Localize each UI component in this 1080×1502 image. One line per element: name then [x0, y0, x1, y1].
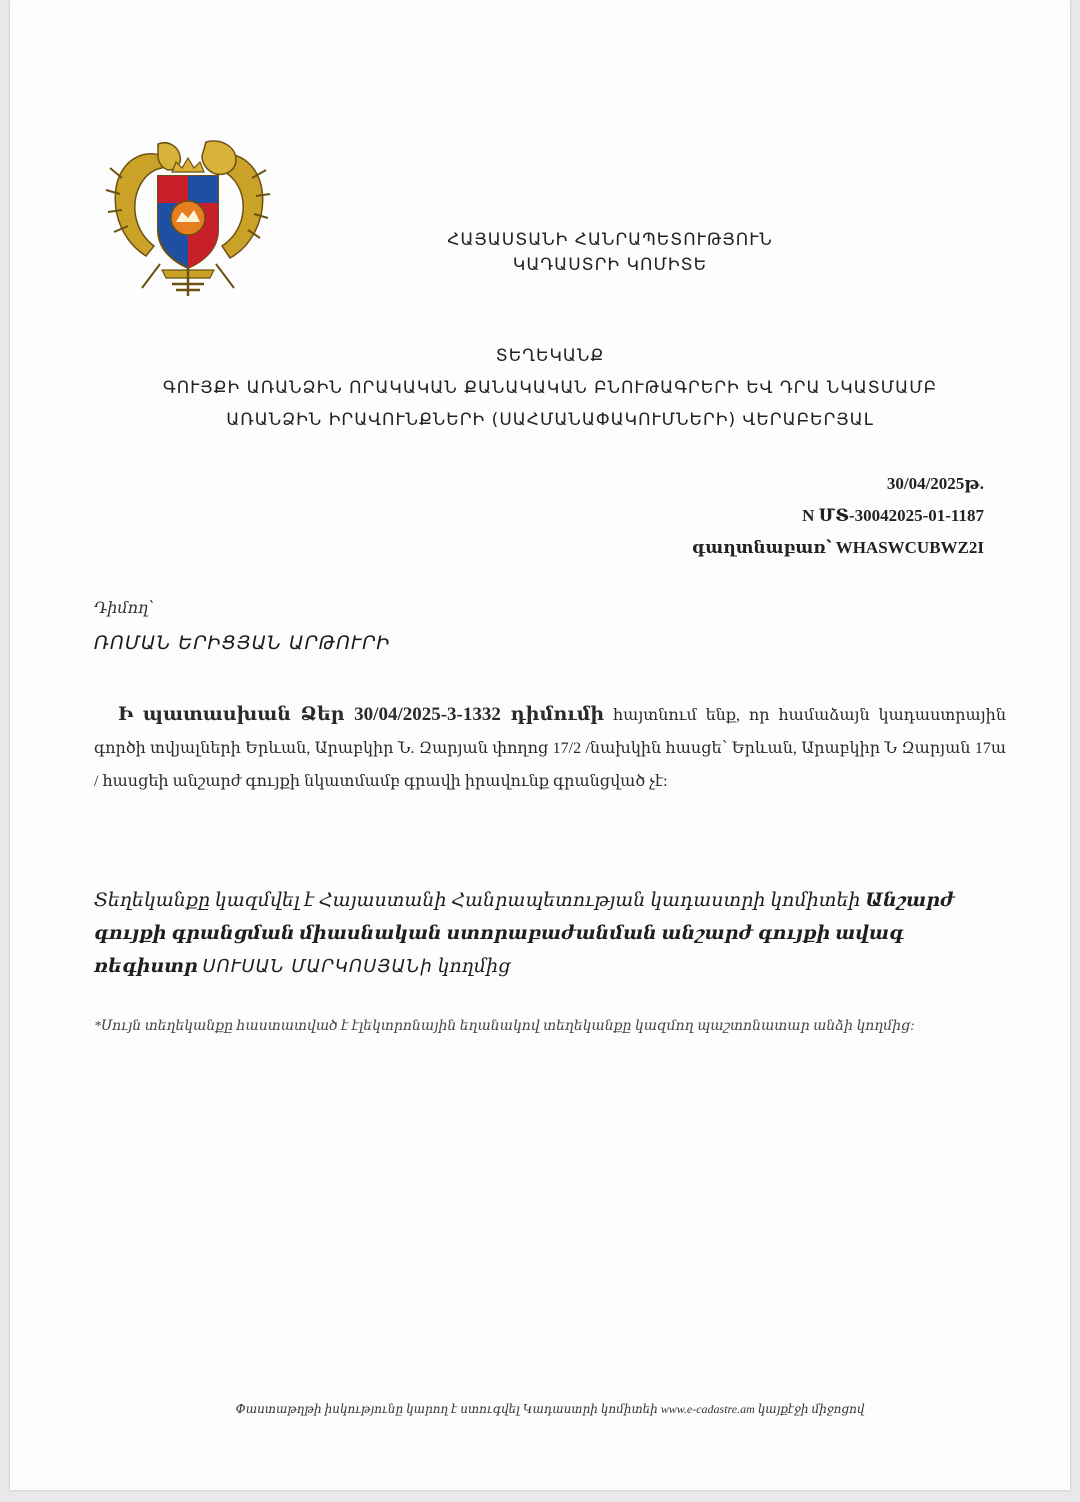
- verification-footer: Փաստաթղթի իսկությունը կարող է ստուգվել Կադաստրի կոմիտեի www.e-cadastre.am կայքէջի միջոցով: [235, 1402, 865, 1416]
- coat-of-arms-icon: [102, 138, 274, 300]
- document-number: N ՄՏ-30042025-01-1187: [802, 506, 984, 525]
- document-title: [90, 340, 1010, 436]
- organization-line2: ԿԱԴԱՍՏՐԻ ԿՈՄԻՏԵ: [512, 255, 708, 275]
- compiled-bold: Անշարժ գույքի գրանցման միասնական ստորաբաժանման անշարժ գույքի ավագ ռեգիստր: [94, 890, 955, 977]
- body-paragraph: [94, 698, 1006, 798]
- body-bold-intro: Ի պատասխան Ձեր 30/04/2025-3-1332 դիմումի: [118, 704, 605, 725]
- compiled-text2: կողմից: [437, 956, 511, 977]
- title-heading: ՏԵՂԵԿԱՆՔ: [495, 346, 605, 366]
- compiled-name: ՍՈՒՍԱՆ ՄԱՐԿՈՍՅԱՆի: [202, 956, 433, 977]
- body-text: հայտնում ենք, որ համաձայն կադաստրային գործի տվյալների Երևան, Արաբկիր Ն. Զարյան փողոց 17/2 /նախկին հասցե՝ Երևան, Արաբկիր Ն Զարյան 17ա / հասցեի անշարժ գույքի նկատմամբ գրավի իրավունք գրանցված չէ:: [94, 707, 1007, 790]
- applicant-name: ՌՈՄԱՆ ԵՐԻՑՅԱՆ ԱՐԹՈՒՐԻ: [94, 632, 391, 654]
- title-line2: ԱՌԱՆՁԻՆ ԻՐԱՎՈՒՆՔՆԵՐԻ (ՍԱՀՄԱՆԱՓԱԿՈՒՄՆԵՐԻ) ՎԵՐԱԲԵՐՅԱԼ: [226, 410, 874, 430]
- password-row: [692, 532, 984, 564]
- compiled-by-paragraph: [94, 884, 1006, 983]
- compiled-text1: Տեղեկանքը կազմվել է Հայաստանի Հանրապետության կադաստրի կոմիտեի: [94, 890, 861, 911]
- document-date: 30/04/2025թ.: [886, 474, 984, 493]
- title-line1: ԳՈՒՅՔԻ ԱՌԱՆՁԻՆ ՈՐԱԿԱԿԱՆ ՔԱՆԱԿԱԿԱՆ ԲՆՈՒԹԱԳՐԵՐԻ ԵՎ ԴՐԱ ՆԿԱՏՄԱՄԲ: [162, 378, 938, 398]
- applicant-label: Դիմող՝: [94, 600, 155, 617]
- organization-header: [400, 228, 820, 278]
- password-value: WHASWCUBWZ2I: [835, 538, 984, 557]
- document-meta: [692, 468, 984, 564]
- document-page: [10, 0, 1070, 1490]
- organization-line1: ՀԱՅԱՍՏԱՆԻ ՀԱՆՐԱՊԵՏՈՒԹՅՈՒՆ: [447, 230, 773, 250]
- password-label: գաղտնաբառ՝: [692, 538, 832, 557]
- electronic-signature-note: *Սույն տեղեկանքը հաստատված է էլեկտրոնային եղանակով տեղեկանքը կազմող պաշտոնատար անձի կողմից:: [94, 1019, 915, 1034]
